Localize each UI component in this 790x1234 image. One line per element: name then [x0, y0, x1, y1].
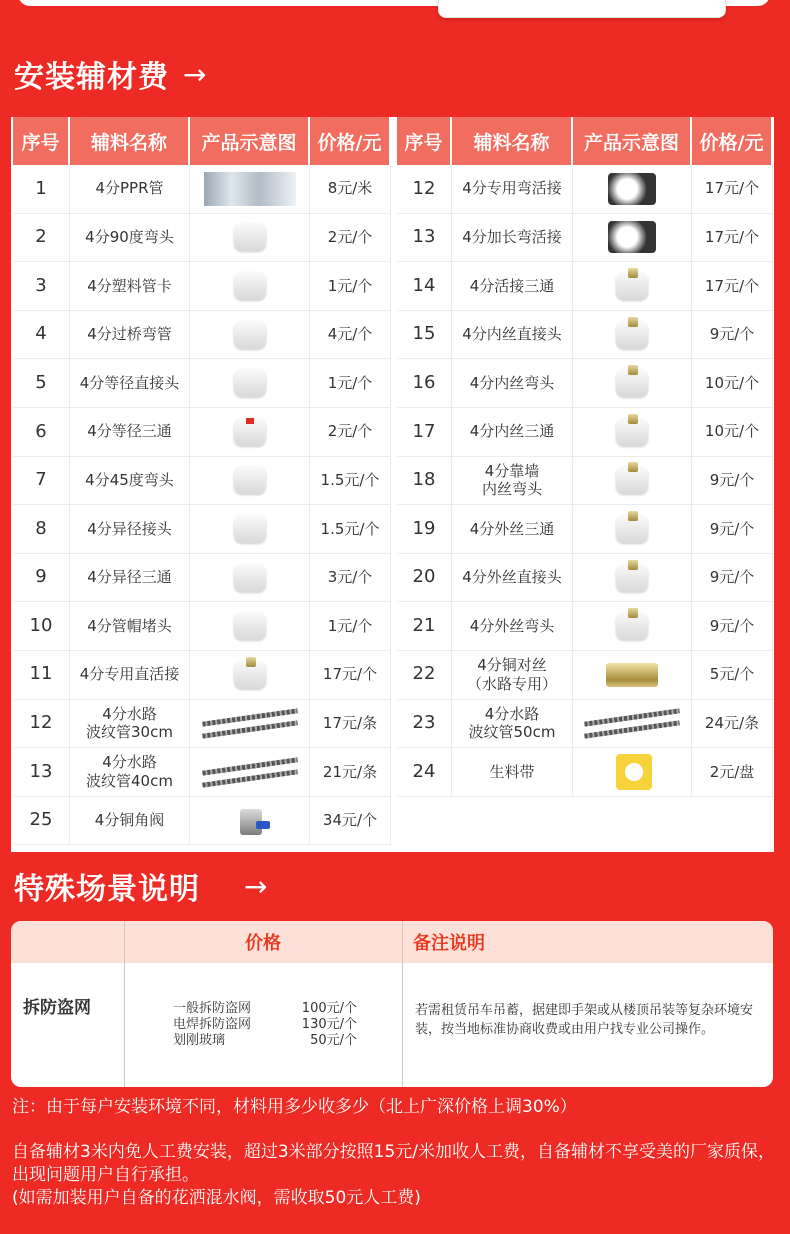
row-number: 16	[397, 359, 452, 407]
row-item-name: 4分PPR管	[70, 165, 190, 213]
row-price: 8元/米	[310, 165, 391, 213]
row-price: 1.5元/个	[310, 505, 391, 553]
row-price: 9元/个	[692, 602, 773, 650]
row-price: 1元/个	[310, 359, 391, 407]
section-title-text: 安装辅材费	[14, 60, 169, 95]
header-price: 价格/元	[692, 117, 773, 165]
header-price: 价格/元	[310, 117, 391, 165]
row-image	[573, 554, 692, 602]
price-item: 电焊拆防盗网	[173, 1017, 252, 1032]
row-number: 6	[13, 408, 70, 456]
row-price: 24元/条	[692, 700, 773, 748]
bridge-bend-icon	[220, 317, 280, 353]
row-image	[573, 262, 692, 310]
table-row	[13, 408, 391, 457]
row-image	[190, 554, 310, 602]
table-row	[397, 311, 773, 360]
row-image	[573, 165, 692, 213]
row-price: 21元/条	[310, 748, 391, 796]
clip-icon	[220, 268, 280, 304]
union-tee-icon	[602, 268, 662, 304]
row-image	[190, 408, 310, 456]
row-item-name: 4分专用弯活接	[452, 165, 573, 213]
row-number: 9	[13, 554, 70, 602]
table-header	[397, 117, 773, 165]
divider	[124, 921, 125, 1087]
footer-note: 注：由于每户安装环境不同，材料用多少收多少（北上广深价格上调30%）	[12, 1097, 577, 1117]
row-item-name: 4分水路 波纹管50cm	[452, 700, 573, 748]
row-item-name: 4分内丝弯头	[452, 359, 573, 407]
price-line	[173, 1001, 357, 1017]
row-price: 34元/个	[310, 797, 391, 845]
long-elbow-union-icon	[602, 219, 662, 255]
row-number: 19	[397, 505, 452, 553]
header-note: 备注说明	[413, 933, 485, 954]
row-number: 2	[13, 214, 70, 262]
row-item-name: 4分异径接头	[70, 505, 190, 553]
row-item-name: 4分水路 波纹管40cm	[70, 748, 190, 796]
top-inset-panel	[438, 0, 726, 18]
row-image	[190, 700, 310, 748]
arrow-right-icon: →	[244, 869, 269, 903]
row-number: 18	[397, 457, 452, 505]
table-row	[397, 214, 773, 263]
row-image	[190, 457, 310, 505]
row-item-name: 4分外丝直接头	[452, 554, 573, 602]
row-image	[190, 214, 310, 262]
wall-elbow-icon	[602, 462, 662, 498]
table-row	[13, 165, 391, 214]
row-price: 17元/个	[692, 262, 773, 310]
row-number: 12	[13, 700, 70, 748]
row-image	[190, 311, 310, 359]
row-number: 22	[397, 651, 452, 699]
row-number: 17	[397, 408, 452, 456]
row-image	[190, 505, 310, 553]
header-number: 序号	[13, 117, 70, 165]
row-image	[573, 700, 692, 748]
materials-table	[11, 117, 774, 852]
row-number: 5	[13, 359, 70, 407]
row-item-name: 4分专用直活接	[70, 651, 190, 699]
table-row	[397, 748, 773, 797]
tee-icon	[220, 414, 280, 450]
row-image	[190, 602, 310, 650]
table-row	[397, 408, 773, 457]
table-row	[13, 554, 391, 603]
row-number: 8	[13, 505, 70, 553]
hose-icon	[200, 754, 300, 790]
row-number: 3	[13, 262, 70, 310]
row-item-name: 4分内丝直接头	[452, 311, 573, 359]
table-row	[397, 554, 773, 603]
row-price: 2元/盘	[692, 748, 773, 796]
male-tee-icon	[602, 511, 662, 547]
table-header	[13, 117, 391, 165]
price-line	[173, 1033, 357, 1049]
row-price: 3元/个	[310, 554, 391, 602]
row-number: 7	[13, 457, 70, 505]
pipe-icon	[204, 172, 296, 206]
row-number: 15	[397, 311, 452, 359]
row-number: 14	[397, 262, 452, 310]
row-image	[573, 359, 692, 407]
row-item-name: 4分塑料管卡	[70, 262, 190, 310]
row-price: 1元/个	[310, 602, 391, 650]
header-image: 产品示意图	[573, 117, 692, 165]
row-item-name: 4分外丝三通	[452, 505, 573, 553]
special-table-header	[11, 921, 773, 963]
row-number: 10	[13, 602, 70, 650]
table-row	[13, 748, 391, 797]
row-price: 9元/个	[692, 311, 773, 359]
row-image	[573, 651, 692, 699]
row-price: 5元/个	[692, 651, 773, 699]
note-text: 若需租赁吊车吊蓄，据建即手架或从楼顶吊装等复杂环境安装，按当地标准协商收费或由用户找专业公司操作。	[415, 1003, 754, 1037]
coupling-icon	[220, 365, 280, 401]
row-price: 17元/个	[692, 165, 773, 213]
table-row	[13, 311, 391, 360]
row-price: 9元/个	[692, 505, 773, 553]
row-image	[190, 797, 310, 845]
row-item-name: 4分靠墙 内丝弯头	[452, 457, 573, 505]
row-price: 9元/个	[692, 554, 773, 602]
male-elbow-icon	[602, 608, 662, 644]
row-price: 9元/个	[692, 457, 773, 505]
table-row	[397, 651, 773, 700]
special-scenario-table	[11, 921, 773, 1087]
row-number: 23	[397, 700, 452, 748]
price-list	[173, 1001, 357, 1049]
row-price: 17元/个	[692, 214, 773, 262]
row-item-name: 4分等径三通	[70, 408, 190, 456]
row-image	[573, 311, 692, 359]
table-row	[13, 457, 391, 506]
header-number: 序号	[397, 117, 452, 165]
row-image	[190, 165, 310, 213]
row-image	[573, 505, 692, 553]
angle-valve-icon	[220, 803, 280, 839]
price-line	[173, 1017, 357, 1033]
elbow-icon	[220, 219, 280, 255]
row-price: 17元/个	[310, 651, 391, 699]
row-number: 13	[397, 214, 452, 262]
elbow-45-icon	[220, 462, 280, 498]
row-number: 11	[13, 651, 70, 699]
materials-column-left	[13, 117, 391, 845]
row-number: 25	[13, 797, 70, 845]
row-price: 4元/个	[310, 311, 391, 359]
hose-icon	[582, 705, 682, 741]
row-item-name: 4分铜对丝 （水路专用）	[452, 651, 573, 699]
row-label: 拆防盗网	[23, 998, 91, 1018]
table-row	[13, 797, 391, 846]
reducing-tee-icon	[220, 560, 280, 596]
row-number: 20	[397, 554, 452, 602]
divider	[402, 921, 403, 1087]
hose-icon	[200, 705, 300, 741]
footer-note-selfsupplied: 自备辅材3米内免人工费安装，超过3米部分按照15元/米加收人工费，自备辅材不享受美的厂家质保，出现问题用户自行承担。 (如需加装用户自备的花洒混水阀，需收取50元人工费)	[12, 1142, 775, 1208]
union-icon	[220, 657, 280, 693]
table-row	[13, 602, 391, 651]
row-image	[190, 748, 310, 796]
header-name: 辅料名称	[70, 117, 190, 165]
section-title-text: 特殊场景说明	[14, 872, 200, 907]
table-row	[397, 700, 773, 749]
ptfe-tape-icon	[602, 754, 662, 790]
table-row	[397, 262, 773, 311]
row-number: 4	[13, 311, 70, 359]
cap-icon	[220, 608, 280, 644]
row-item-name: 生料带	[452, 748, 573, 796]
row-price: 2元/个	[310, 214, 391, 262]
price-value: 130元/个	[301, 1017, 357, 1032]
row-image	[190, 651, 310, 699]
price-item: 一般拆防盗网	[173, 1001, 252, 1016]
row-item-name: 4分外丝弯头	[452, 602, 573, 650]
row-item-name: 4分异径三通	[70, 554, 190, 602]
row-item-name: 4分等径直接头	[70, 359, 190, 407]
row-item-name: 4分水路 波纹管30cm	[70, 700, 190, 748]
male-coupling-icon	[602, 560, 662, 596]
row-number: 21	[397, 602, 452, 650]
female-elbow-icon	[602, 365, 662, 401]
brass-nipple-icon	[602, 657, 662, 693]
table-row	[397, 505, 773, 554]
row-item-name: 4分过桥弯管	[70, 311, 190, 359]
row-price: 1.5元/个	[310, 457, 391, 505]
header-image: 产品示意图	[190, 117, 310, 165]
row-image	[573, 408, 692, 456]
row-image	[573, 214, 692, 262]
row-number: 12	[397, 165, 452, 213]
table-row	[13, 700, 391, 749]
row-item-name: 4分铜角阀	[70, 797, 190, 845]
row-item-name: 4分活接三通	[452, 262, 573, 310]
table-row	[13, 505, 391, 554]
table-row	[13, 214, 391, 263]
row-price: 10元/个	[692, 359, 773, 407]
row-item-name: 4分内丝三通	[452, 408, 573, 456]
row-number: 1	[13, 165, 70, 213]
table-row	[397, 457, 773, 506]
row-image	[190, 262, 310, 310]
row-number: 13	[13, 748, 70, 796]
row-item-name: 4分45度弯头	[70, 457, 190, 505]
row-image	[190, 359, 310, 407]
table-row	[397, 602, 773, 651]
row-price: 2元/个	[310, 408, 391, 456]
price-item: 划刚玻璃	[173, 1033, 226, 1048]
table-row	[13, 651, 391, 700]
elbow-union-icon	[602, 171, 662, 207]
price-value: 50元/个	[310, 1033, 357, 1048]
row-image	[573, 748, 692, 796]
header-name: 辅料名称	[452, 117, 573, 165]
section-title-special	[14, 864, 268, 908]
reducer-icon	[220, 511, 280, 547]
table-row	[397, 359, 773, 408]
table-row	[397, 165, 773, 214]
female-tee-icon	[602, 414, 662, 450]
header-price: 价格	[245, 933, 281, 954]
table-row	[13, 262, 391, 311]
row-price: 10元/个	[692, 408, 773, 456]
row-item-name: 4分加长弯活接	[452, 214, 573, 262]
female-coupling-icon	[602, 317, 662, 353]
table-row	[13, 359, 391, 408]
materials-column-right	[397, 117, 773, 797]
row-item-name: 4分90度弯头	[70, 214, 190, 262]
arrow-right-icon: →	[183, 57, 208, 91]
row-image	[573, 457, 692, 505]
row-number: 24	[397, 748, 452, 796]
row-item-name: 4分管帽堵头	[70, 602, 190, 650]
row-price: 17元/条	[310, 700, 391, 748]
price-value: 100元/个	[301, 1001, 357, 1016]
row-image	[573, 602, 692, 650]
row-price: 1元/个	[310, 262, 391, 310]
section-title-materials	[14, 52, 207, 96]
